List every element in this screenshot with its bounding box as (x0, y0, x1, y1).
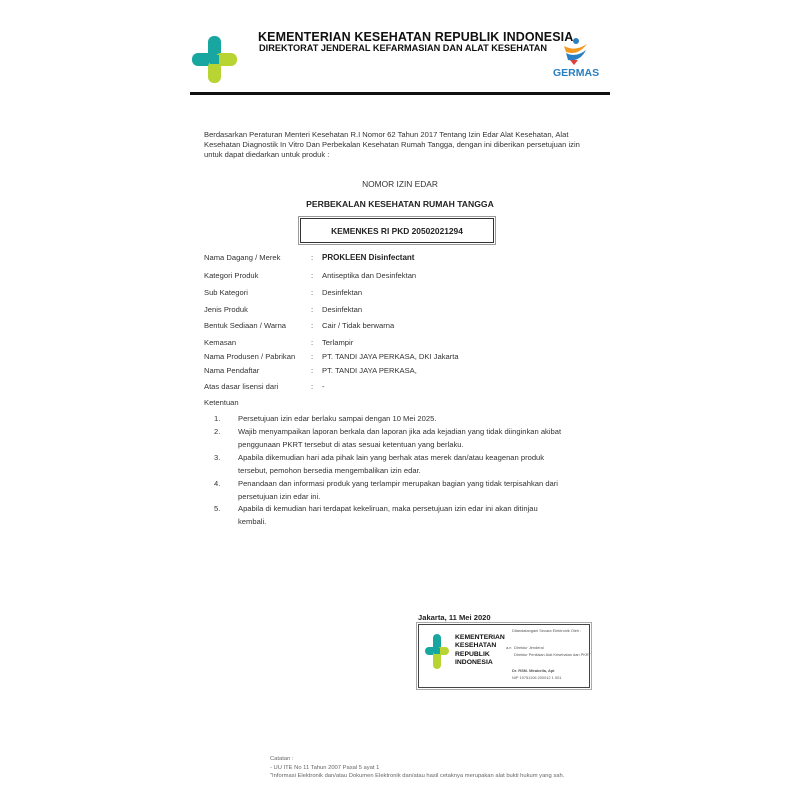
ketentuan-item (214, 425, 594, 451)
signer-name: Dr. RSM. Mirabella, Apt (512, 668, 555, 673)
field-colon: : (311, 305, 314, 314)
kemenkes-logo-icon (190, 34, 240, 86)
item-line: persetujuan izin edar ini. (238, 492, 321, 501)
field-colon: : (311, 352, 314, 361)
field-row-category (204, 271, 604, 287)
field-value: Desinfektan (322, 288, 363, 297)
an-label: a.n (506, 645, 512, 650)
field-row-brand (204, 253, 604, 269)
org-line: REPUBLIK (455, 650, 490, 658)
field-label: Nama Produsen / Pabrikan (204, 352, 296, 361)
intro-paragraph: Berdasarkan Peraturan Menteri Kesehatan R.I Nomor 62 Tahun 2017 Tentang Izin Edar Alat Kesehatan, Alat Kesehatan Diagnostik In Vitro Dan Perbekalan Kesehatan Rumah Tangga, dengan ini diberikan persetujuan izin untuk dapat diedarkan untuk produk : (204, 130, 580, 160)
field-value: Cair / Tidak berwarna (322, 321, 395, 330)
field-value: PT. TANDI JAYA PERKASA, DKI Jakarta (322, 352, 459, 361)
field-colon: : (311, 288, 314, 297)
item-number: 1. (214, 414, 221, 423)
field-value: - (322, 382, 325, 391)
header-divider (190, 92, 610, 95)
field-value: Terlampir (322, 338, 354, 347)
field-colon: : (311, 253, 314, 262)
field-row-registrant (204, 366, 604, 382)
ketentuan-item (214, 451, 594, 477)
item-line: Penandaan dan informasi produk yang terlampir merupakan bagian yang tidak terpisahkan dari (238, 479, 558, 488)
directorate-subtitle: DIREKTORAT JENDERAL KEFARMASIAN DAN ALAT KESEHATAN (259, 43, 548, 53)
germas-logo-icon (560, 36, 590, 66)
field-value: Antiseptika dan Desinfektan (322, 271, 417, 280)
item-line: penggunaan PKRT tersebut di atas sesuai ketentuan yang berlaku. (238, 440, 464, 449)
org-line: KESEHATAN (455, 642, 497, 650)
field-label: Kemasan (204, 338, 237, 347)
ketentuan-item (214, 477, 594, 503)
field-label: Sub Kategori (204, 288, 248, 297)
germas-label: GERMAS (553, 67, 600, 79)
field-colon: : (311, 366, 314, 375)
field-label: Bentuk Sediaan / Warna (204, 321, 287, 330)
org-line: INDONESIA (455, 659, 493, 667)
item-number: 2. (214, 427, 221, 436)
registration-number: KEMENKES RI PKD 20502021294 (331, 225, 463, 236)
signer-position-1: Direktur Jenderal (514, 645, 544, 650)
item-line: Apabila dikemudian hari ada pihak lain yang berhak atas merek dan/atau keagenan produk (238, 453, 545, 462)
item-line: tersebut, pemohon bersedia mengembalikan izin edar. (238, 466, 421, 475)
field-label: Nama Pendaftar (204, 366, 260, 375)
item-line: Persetujuan izin edar berlaku sampai dengan 10 Mei 2025. (238, 414, 437, 423)
catatan-line: "Informasi Elektronik dan/atau Dokumen Elektronik dan/atau hasil cetaknya merupakan alat bukti hukum yang sah. (270, 773, 565, 780)
field-value: PROKLEEN Disinfectant (322, 253, 415, 262)
field-label: Atas dasar lisensi dari (204, 382, 279, 391)
signed-electronically-note: Ditandatangani Secara Elektronik Oleh : (512, 628, 582, 633)
kemenkes-stamp-logo-icon (424, 630, 450, 682)
signature-organization (455, 634, 511, 668)
nomor-izin-edar-label: NOMOR IZIN EDAR (362, 179, 438, 189)
item-line: Apabila di kemudian hari terdapat kekeliruan, maka persetujuan izin edar ini akan ditinjau (238, 504, 538, 513)
field-label: Nama Dagang / Merek (204, 253, 281, 262)
category-title: PERBEKALAN KESEHATAN RUMAH TANGGA (306, 199, 494, 209)
field-label: Kategori Produk (204, 271, 259, 280)
item-number: 4. (214, 479, 221, 488)
field-row-license (204, 382, 604, 398)
ketentuan-item (214, 412, 594, 425)
place-date: Jakarta, 11 Mei 2020 (418, 613, 491, 622)
field-value: PT. TANDI JAYA PERKASA, (322, 366, 417, 375)
ministry-title: KEMENTERIAN KESEHATAN REPUBLIK INDONESIA (258, 30, 574, 44)
catatan-line: - UU ITE No 11 Tahun 2007 Pasal 5 ayat 1 (270, 764, 380, 771)
org-line: KEMENTERIAN (455, 634, 505, 641)
field-colon: : (311, 321, 314, 330)
field-label: Jenis Produk (204, 305, 248, 314)
field-row-subcategory (204, 288, 604, 304)
item-number: 3. (214, 453, 221, 462)
item-number: 5. (214, 504, 221, 513)
signer-nip: NIP 19751106 200012 1 001 (512, 675, 562, 680)
ketentuan-title: Ketentuan (204, 398, 239, 407)
field-colon: : (311, 271, 314, 280)
field-value: Desinfektan (322, 305, 363, 314)
field-row-form-color (204, 321, 604, 337)
field-row-product-type (204, 305, 604, 321)
catatan-label: Catatan : (270, 756, 294, 762)
footer-notes (270, 755, 564, 781)
item-line: kembali. (238, 517, 267, 526)
ketentuan-item (214, 502, 594, 528)
registration-number-box (300, 218, 494, 243)
field-colon: : (311, 382, 314, 391)
field-colon: : (311, 338, 314, 347)
item-line: Wajib menyampaikan laporan berkala dan laporan jika ada kejadian yang tidak diinginkan akibat (238, 427, 562, 436)
signer-position-2: Direktur Penilaian Alat Kesehatan dan PKRT (514, 652, 591, 657)
